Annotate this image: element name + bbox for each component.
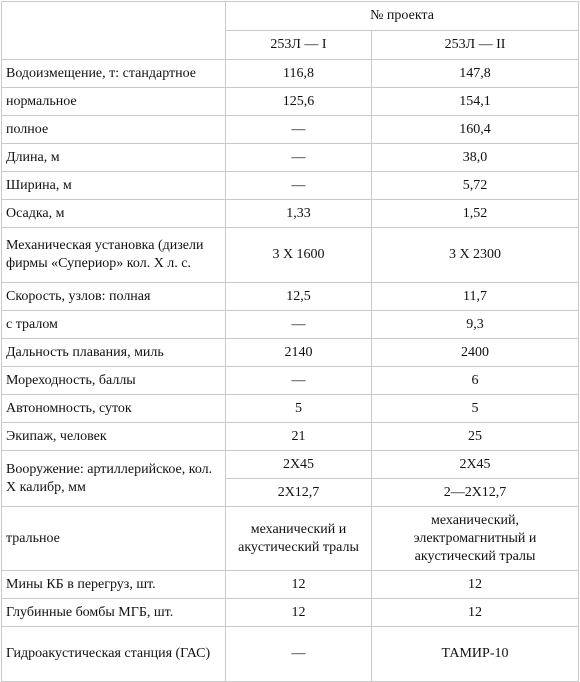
row-value-1: —: [226, 144, 372, 172]
row-value-2: 147,8: [372, 60, 579, 88]
table-row: [2, 88, 579, 116]
row-label: Мины КБ в перегруз, шт.: [2, 571, 226, 599]
row-label: Дальность плавания, миль: [2, 339, 226, 367]
row-value-2: ТАМИР-10: [372, 627, 579, 682]
row-value-2: 5,72: [372, 172, 579, 200]
trawl-value-1: механический и акустический тралы: [226, 507, 372, 571]
row-value-2: 3 X 2300: [372, 228, 579, 283]
armament-label: Вооружение: артиллерийское, кол. X калибр, мм: [2, 451, 226, 507]
row-value-1: 116,8: [226, 60, 372, 88]
row-value-2: 25: [372, 423, 579, 451]
row-label: полное: [2, 116, 226, 144]
row-label: Ширина, м: [2, 172, 226, 200]
row-label: Глубинные бомбы МГБ, шт.: [2, 599, 226, 627]
trawl-row: [2, 507, 579, 571]
row-label: Экипаж, человек: [2, 423, 226, 451]
table-row: [2, 311, 579, 339]
row-value-1: —: [226, 627, 372, 682]
row-value-1: 21: [226, 423, 372, 451]
trawl-label: тральное: [2, 507, 226, 571]
row-value-1: 12: [226, 599, 372, 627]
table-row: [2, 339, 579, 367]
table-row: [2, 60, 579, 88]
table-row: [2, 116, 579, 144]
row-value-1: 125,6: [226, 88, 372, 116]
row-value-2: 154,1: [372, 88, 579, 116]
row-value-2: 9,3: [372, 311, 579, 339]
table-row: [2, 599, 579, 627]
row-label: нормальное: [2, 88, 226, 116]
row-value-1: —: [226, 311, 372, 339]
table-row: [2, 395, 579, 423]
row-label: Длина, м: [2, 144, 226, 172]
row-value-1: —: [226, 116, 372, 144]
trawl-value-2: механический, электромагнитный и акустический тралы: [372, 507, 579, 571]
row-value-2: 2400: [372, 339, 579, 367]
table-row: [2, 571, 579, 599]
row-value-2: 1,52: [372, 200, 579, 228]
table-row: [2, 627, 579, 682]
header-row: [2, 2, 579, 31]
row-value-2: 12: [372, 571, 579, 599]
table-row: [2, 144, 579, 172]
row-label: Водоизмещение, т: стандартное: [2, 60, 226, 88]
armament-mg-2: 2—2X12,7: [372, 479, 579, 507]
armament-gun-1: 2X45: [226, 451, 372, 479]
row-label: Автономность, суток: [2, 395, 226, 423]
armament-row: [2, 451, 579, 479]
table-row: [2, 172, 579, 200]
project-col-2-header: 253Л — II: [372, 31, 579, 60]
row-value-2: 38,0: [372, 144, 579, 172]
specs-table: [1, 1, 579, 682]
armament-gun-2: 2X45: [372, 451, 579, 479]
table-row: [2, 283, 579, 311]
row-value-1: 12: [226, 571, 372, 599]
row-label: Мореходность, баллы: [2, 367, 226, 395]
armament-mg-1: 2X12,7: [226, 479, 372, 507]
row-value-2: 11,7: [372, 283, 579, 311]
row-value-1: —: [226, 172, 372, 200]
row-value-1: 1,33: [226, 200, 372, 228]
table-row: [2, 200, 579, 228]
table-row: [2, 423, 579, 451]
row-value-1: 5: [226, 395, 372, 423]
header-empty-cell: [2, 2, 226, 60]
row-value-2: 12: [372, 599, 579, 627]
row-label: Гидроакустическая станция (ГАС): [2, 627, 226, 682]
row-label: с тралом: [2, 311, 226, 339]
project-col-1-header: 253Л — I: [226, 31, 372, 60]
table-row: [2, 228, 579, 283]
row-label: Механическая установка (дизели фирмы «Супериор» кол. X л. с.: [2, 228, 226, 283]
row-value-1: 2140: [226, 339, 372, 367]
row-label: Осадка, м: [2, 200, 226, 228]
row-value-1: 12,5: [226, 283, 372, 311]
row-label: Скорость, узлов: полная: [2, 283, 226, 311]
row-value-1: —: [226, 367, 372, 395]
row-value-1: 3 X 1600: [226, 228, 372, 283]
row-value-2: 160,4: [372, 116, 579, 144]
table-row: [2, 367, 579, 395]
project-number-header: № проекта: [226, 2, 579, 31]
row-value-2: 6: [372, 367, 579, 395]
row-value-2: 5: [372, 395, 579, 423]
